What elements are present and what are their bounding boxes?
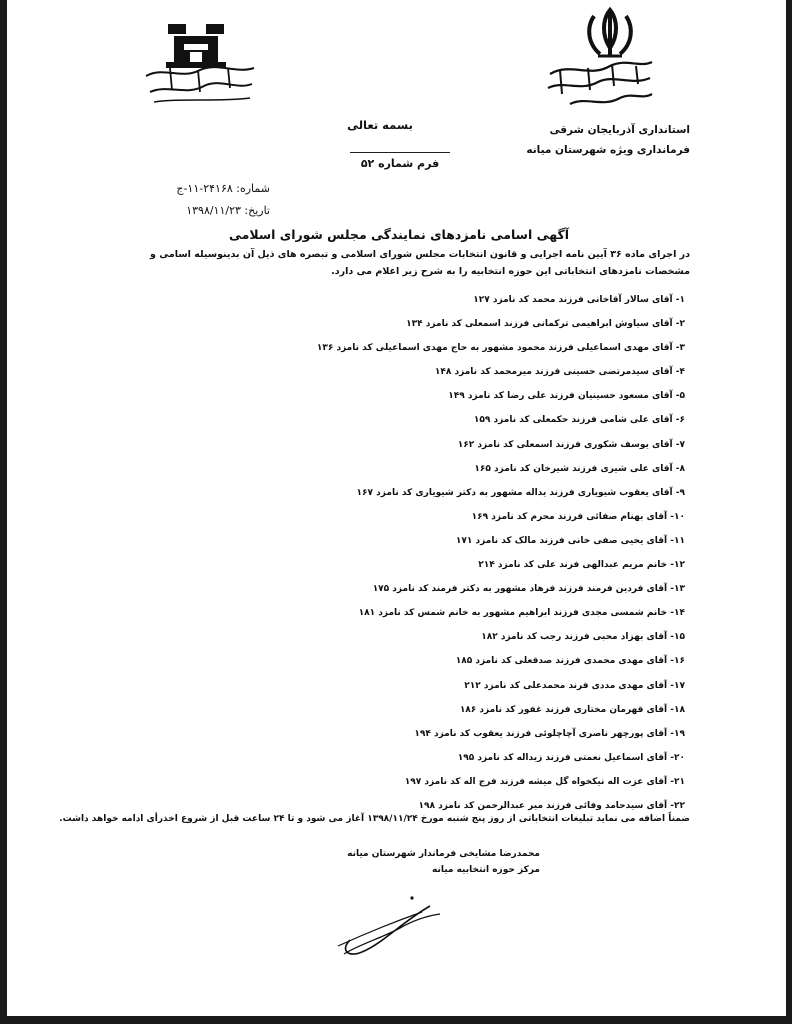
form-number: فرم شماره ۵۲ bbox=[350, 152, 450, 170]
candidate-item: ۲۰- آقای اسماعیل نعمتی فرزند زیداله کد نامزد ۱۹۵ bbox=[457, 752, 685, 763]
candidate-item: ۹- آقای یعقوب شیویاری فرزند یداله مشهور به دکتر شیویاری کد نامزد ۱۶۷ bbox=[356, 487, 685, 498]
candidate-item: ۱۰- آقای بهنام صفائی فرزند محرم کد نامزد ۱۶۹ bbox=[471, 511, 685, 522]
candidate-item: ۱- آقای سالار آقاخانی فرزند محمد کد نامزد ۱۲۷ bbox=[473, 295, 685, 305]
candidate-item: ۲- آقای سیاوش ابراهیمی ترکمانی فرزند اسمعلی کد نامزد ۱۳۴ bbox=[406, 319, 685, 330]
closing-note: ضمناً اضافه می نماید تبلیغات انتخاباتی از روز پنج شنبه مورخ ۱۳۹۸/۱۱/۲۴ آغاز می شود و تا ۲۴ ساعت قبل از شروع اخذرأی ادامه خواهد داشت. bbox=[59, 814, 690, 824]
signer-name: محمدرضا مشایخی فرماندار شهرستان میانه bbox=[347, 849, 540, 859]
ministry-calligraphy bbox=[540, 54, 658, 114]
document-title: آگهی اسامی نامزدهای نمایندگی مجلس شورای اسلامی bbox=[228, 227, 570, 242]
basmala: بسمه تعالی bbox=[347, 118, 413, 132]
candidate-item: ۵- آقای مسعود حسینیان فرزند علی رضا کد نامزد ۱۴۹ bbox=[448, 391, 685, 402]
scan-border-right bbox=[786, 0, 792, 1024]
province-office: استانداری آذربایجان شرقی bbox=[549, 124, 690, 136]
candidate-item: ۱۳- آقای فردین فرمند فرزند فرهاد مشهور به دکتر فرمند کد نامزد ۱۷۵ bbox=[372, 584, 685, 595]
reference-block bbox=[150, 178, 270, 222]
candidate-item: ۲۲- آقای سیدحامد وفائی فرزند میر عبدالرحمن کد نامزد ۱۹۸ bbox=[418, 800, 685, 811]
candidate-item: ۱۷- آقای مهدی مددی فرند محمدعلی کد نامزد ۲۱۲ bbox=[464, 680, 685, 691]
signer-block bbox=[300, 846, 540, 878]
governorate: فرمانداری ویژه شهرستان میانه bbox=[526, 144, 690, 156]
candidate-item: ۱۴- خانم شمسی مجدی فرزند ابراهیم مشهور به خانم شمس کد نامزد ۱۸۱ bbox=[358, 608, 685, 619]
scan-border-bottom bbox=[0, 1016, 792, 1024]
handwritten-signature bbox=[330, 892, 450, 962]
candidate-item: ۸- آقای علی شیری فرزند شیرخان کد نامزد ۱۶۵ bbox=[474, 463, 685, 474]
signer-role: مرکز حوزه انتخابیه میانه bbox=[431, 865, 540, 875]
candidate-item: ۱۲- خانم مریم عبدالهی فرند علی کد نامزد ۲۱۴ bbox=[478, 560, 685, 571]
scan-border-left bbox=[0, 0, 7, 1024]
candidate-list bbox=[150, 293, 685, 823]
reference-number: شماره: ۲۴۱۶۸-۱۱-ج bbox=[176, 182, 270, 195]
candidate-item: ۶- آقای علی شامی فرزند حکمعلی کد نامزد ۱۵۹ bbox=[473, 415, 685, 426]
candidate-item: ۱۸- آقای قهرمان مختاری فرزند غفور کد نامزد ۱۸۶ bbox=[459, 704, 685, 715]
reference-date: تاریخ: ۱۳۹۸/۱۱/۲۳ bbox=[186, 204, 270, 217]
election-calligraphy bbox=[140, 62, 260, 106]
candidate-item: ۷- آقای یوسف شکوری فرزند اسمعلی کد نامزد ۱۶۲ bbox=[457, 439, 685, 450]
issuing-office bbox=[520, 120, 690, 160]
candidate-item: ۴- آقای سیدمرتضی حسینی فرزند میرمحمد کد نامزد ۱۴۸ bbox=[434, 367, 685, 378]
candidate-item: ۱۵- آقای بهزاد محبی فرزند رجب کد نامزد ۱۸۲ bbox=[481, 632, 685, 643]
intro-paragraph: در اجرای ماده ۳۶ آیین نامه اجرایی و قانون انتخابات مجلس شورای اسلامی و تبصره های ذیل آن بدینوسیله اسامی و مشخصات نامزدهای انتخاباتی این حوزه انتخابیه را به شرح زیر اعلام می دارد. bbox=[150, 249, 690, 277]
candidate-item: ۲۱- آقای عزت اله نیکخواه گل میشه فرزند فرج اله کد نامزد ۱۹۷ bbox=[404, 776, 685, 787]
candidate-item: ۱۶- آقای مهدی محمدی فرزند صدقعلی کد نامزد ۱۸۵ bbox=[455, 656, 685, 667]
candidate-item: ۳- آقای مهدی اسماعیلی فرزند محمود مشهور به حاج مهدی اسماعیلی کد نامزد ۱۳۶ bbox=[316, 343, 685, 354]
candidate-item: ۱۱- آقای یحیی صفی خانی فرزند مالک کد نامزد ۱۷۱ bbox=[455, 535, 685, 546]
candidate-item: ۱۹- آقای پورچهر ناصری آچاچلوئی فرزند یعقوب کد نامزد ۱۹۴ bbox=[414, 728, 685, 739]
